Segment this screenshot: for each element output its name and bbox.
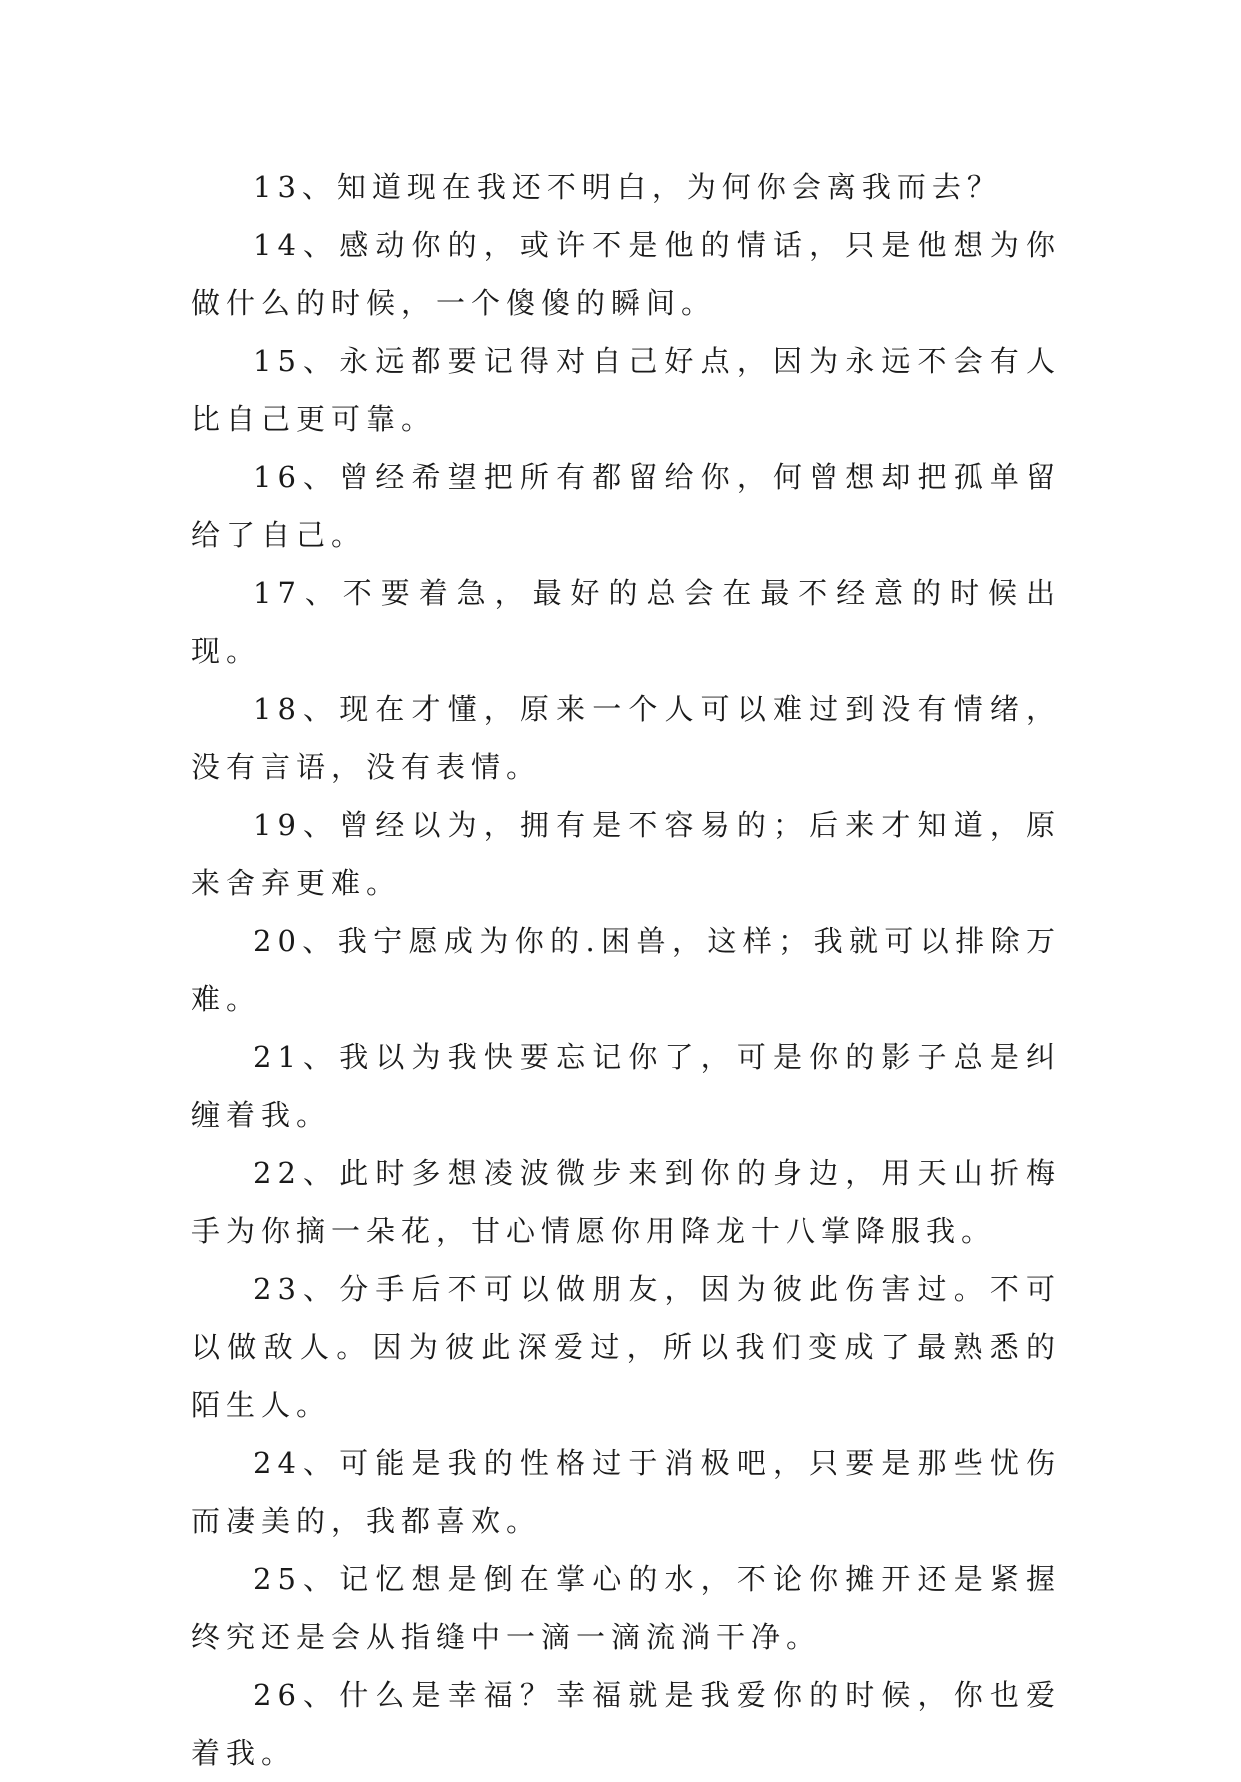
paragraph-26: 26、什么是幸福？幸福就是我爱你的时候，你也爱着我。 [191,1678,1061,1770]
paragraph-24: 24、可能是我的性格过于消极吧，只要是那些忧伤而凄美的，我都喜欢。 [191,1446,1061,1538]
paragraph-23: 23、分手后不可以做朋友，因为彼此伤害过。不可以做敌人。因为彼此深爱过，所以我们变成了最熟悉的陌生人。 [191,1272,1061,1422]
paragraph-18: 18、现在才懂，原来一个人可以难过到没有情绪，没有言语，没有表情。 [191,692,1061,784]
paragraph-16: 16、曾经希望把所有都留给你，何曾想却把孤单留给了自己。 [191,460,1061,552]
paragraph-15: 15、永远都要记得对自己好点，因为永远不会有人比自己更可靠。 [191,344,1061,436]
paragraph-13: 13、知道现在我还不明白，为何你会离我而去？ [253,170,1002,204]
paragraph-14: 14、感动你的，或许不是他的情话，只是他想为你做什么的时候，一个傻傻的瞬间。 [191,228,1061,320]
paragraph-20: 20、我宁愿成为你的.困兽，这样；我就可以排除万难。 [191,924,1061,1016]
paragraph-22: 22、此时多想凌波微步来到你的身边，用天山折梅手为你摘一朵花，甘心情愿你用降龙十八掌降服我。 [191,1156,1061,1248]
paragraph-19: 19、曾经以为，拥有是不容易的；后来才知道，原来舍弃更难。 [191,808,1061,900]
document-body [191,158,1061,1782]
paragraph-21: 21、我以为我快要忘记你了，可是你的影子总是纠缠着我。 [191,1040,1061,1132]
paragraph-25: 25、记忆想是倒在掌心的水，不论你摊开还是紧握终究还是会从指缝中一滴一滴流淌干净。 [191,1562,1061,1654]
paragraph-17: 17、不要着急，最好的总会在最不经意的时候出现。 [191,576,1061,668]
